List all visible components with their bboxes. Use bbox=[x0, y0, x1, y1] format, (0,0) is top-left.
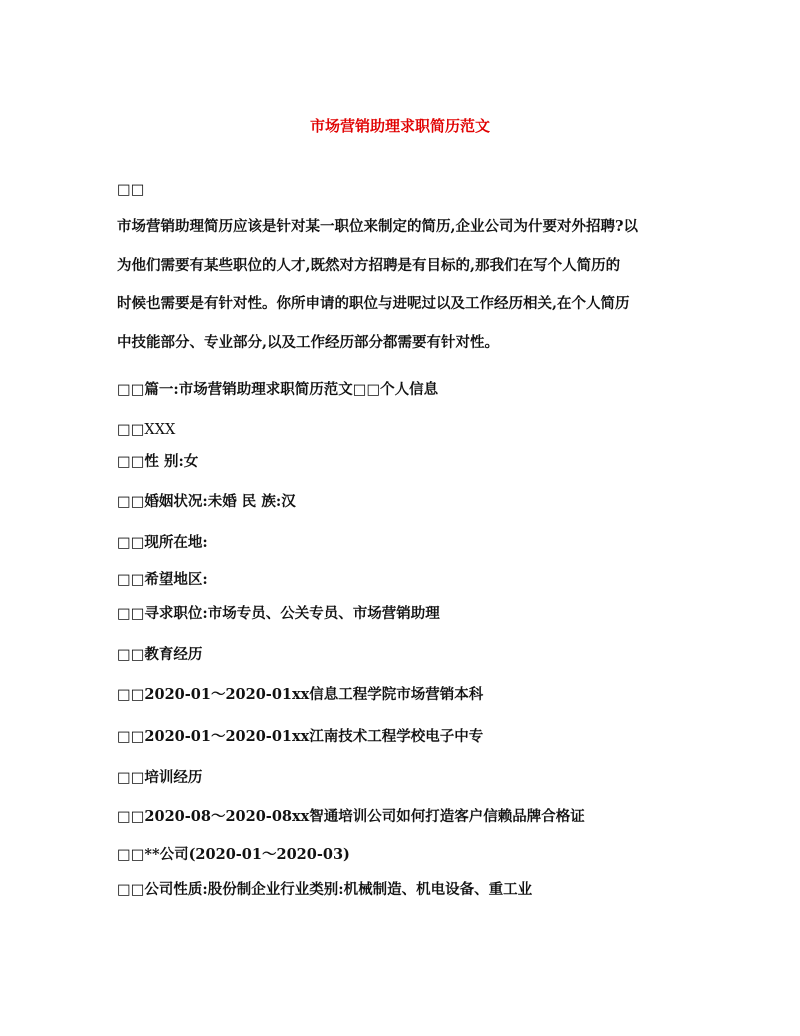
gender-line: □□性 别:女 bbox=[117, 453, 199, 470]
education-heading: □□教育经历 bbox=[117, 646, 203, 663]
current-location-line: □□现所在地: bbox=[117, 534, 208, 551]
training-heading: □□培训经历 bbox=[117, 769, 203, 786]
company-nature-line: □□公司性质:股份制企业行业类别:机械制造、机电设备、重工业 bbox=[117, 881, 533, 898]
name-line: □□XXX bbox=[117, 422, 176, 438]
education-item: □□2020-01～2020-01xx江南技术工程学校电子中专 bbox=[117, 728, 484, 745]
desired-position-line: □□寻求职位:市场专员、公关专员、市场营销助理 bbox=[117, 605, 440, 622]
paragraph-line: 市场营销助理简历应该是针对某一职位来制定的简历,企业公司为什要对外招聘?以 bbox=[117, 218, 639, 235]
company-line: □□**公司(2020-01～2020-03) bbox=[117, 846, 350, 863]
intro-mark: □□ bbox=[117, 182, 145, 198]
section-heading-personal-info: □□篇一:市场营销助理求职简历范文□□个人信息 bbox=[117, 381, 439, 398]
intro-paragraph bbox=[117, 208, 692, 362]
marital-status-line: □□婚姻状况:未婚 民 族:汉 bbox=[117, 493, 296, 510]
paragraph-line: 为他们需要有某些职位的人才,既然对方招聘是有目标的,那我们在写个人简历的 bbox=[117, 256, 621, 274]
paragraph-line: 时候也需要是有针对性。你所申请的职位与进呢过以及工作经历相关,在个人简历 bbox=[117, 295, 630, 312]
education-item: □□2020-01～2020-01xx信息工程学院市场营销本科 bbox=[117, 686, 484, 703]
training-item: □□2020-08～2020-08xx智通培训公司如何打造客户信赖品牌合格证 bbox=[117, 808, 585, 825]
desired-area-line: □□希望地区: bbox=[117, 571, 208, 588]
document-title: 市场营销助理求职简历范文 bbox=[309, 117, 490, 135]
paragraph-line: 中技能部分、专业部分,以及工作经历部分都需要有针对性。 bbox=[117, 333, 500, 351]
